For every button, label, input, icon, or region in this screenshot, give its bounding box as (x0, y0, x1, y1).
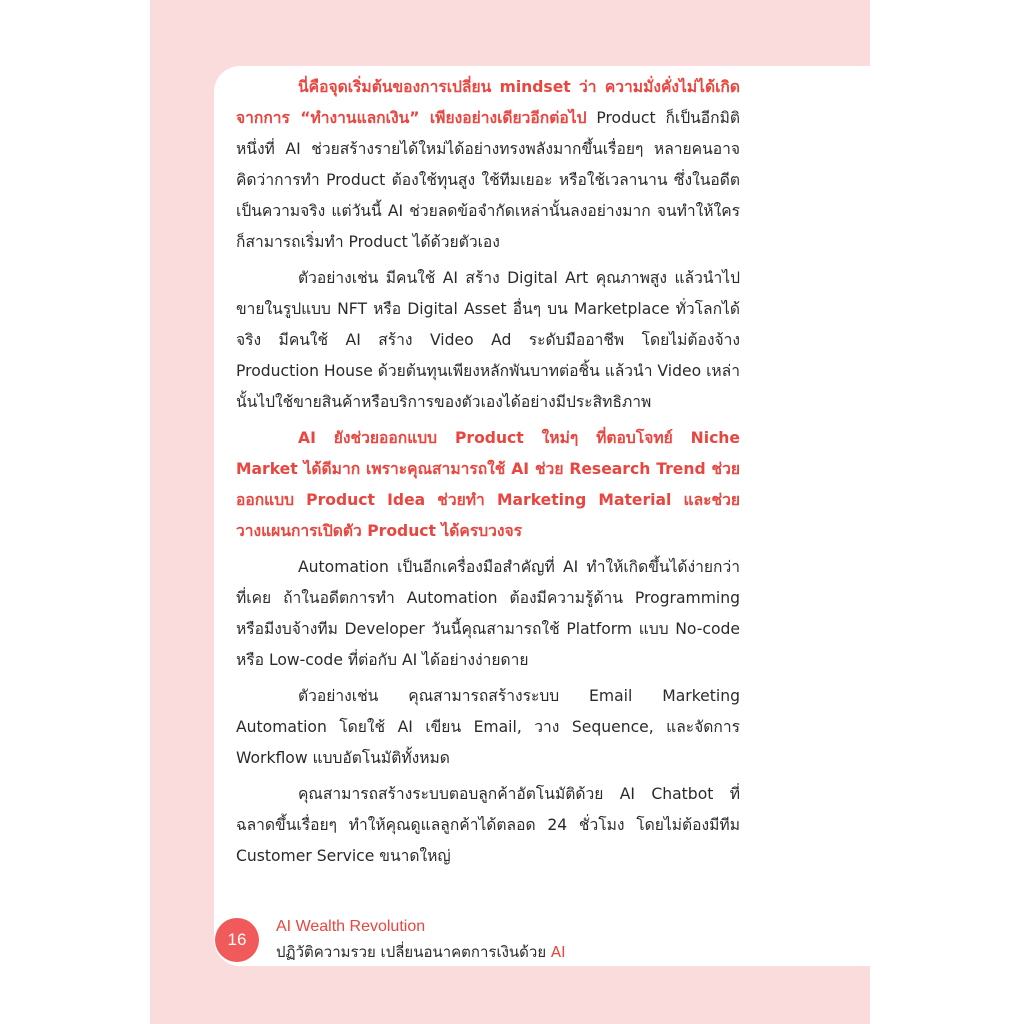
paragraph-niche-product: AI ยังช่วยออกแบบ Product ใหม่ๆ ที่ตอบโจทย์ Niche Market ได้ดีมาก เพราะคุณสามารถใช้ AI ช่วย Research Trend ช่วยออกแบบ Product Idea ช่วยทำ Marketing Material และช่วยวางแผนการเปิดตัว Product ได้ครบวงจร (236, 429, 740, 540)
paragraph-automation: Automation เป็นอีกเครื่องมือสำคัญที่ AI ทำให้เกิดขึ้นได้ง่ายกว่าที่เคย ถ้าในอดีตการทำ Automation ต้องมีความรู้ด้าน Programming หรือมีงบจ้างทีม Developer วันนี้คุณสามารถใช้ Platform แบบ No-code หรือ Low-code ที่ต่อกับ AI ได้อย่างง่ายดาย (236, 558, 740, 669)
paragraph-mindset-highlight: นี่คือจุดเริ่มต้นของการเปลี่ยน mindset ว่า ความมั่งคั่งไม่ได้เกิดจากการ “ทำงานแลกเงิน” เพียงอย่างเดียวอีกต่อไป (236, 78, 740, 127)
book-subtitle-accent: AI (550, 943, 566, 961)
paragraph-email-marketing: ตัวอย่างเช่น คุณสามารถสร้างระบบ Email Marketing Automation โดยใช้ AI เขียน Email, วาง Sequence, และจัดการ Workflow แบบอัตโนมัติทั้งหมด (236, 687, 740, 767)
book-title: AI Wealth Revolution (276, 918, 426, 935)
book-subtitle (276, 940, 566, 964)
body-text (236, 72, 740, 877)
paragraph-digital-art: ตัวอย่างเช่น มีคนใช้ AI สร้าง Digital Art คุณภาพสูง แล้วนำไปขายในรูปแบบ NFT หรือ Digital Asset อื่นๆ บน Marketplace ทั่วโลกได้จริง มีคนใช้ AI สร้าง Video Ad ระดับมืออาชีพ โดยไม่ต้องจ้าง Production House ด้วยต้นทุนเพียงหลักพันบาทต่อชิ้น แล้วนำ Video เหล่านั้นไปใช้ขายสินค้าหรือบริการของตัวเองได้อย่างมีประสิทธิภาพ (236, 269, 740, 411)
paragraph-mindset-text: Product ก็เป็นอีกมิติหนึ่งที่ AI ช่วยสร้างรายได้ใหม่ได้อย่างทรงพลังมากขึ้นเรื่อยๆ หลายคนอาจคิดว่าการทำ Product ต้องใช้ทุนสูง ใช้ทีมเยอะ หรือใช้เวลานาน ซึ่งในอดีตเป็นความจริง แต่วันนี้ AI ช่วยลดข้อจำกัดเหล่านั้นลงอย่างมาก จนทำให้ใครก็สามารถเริ่มทำ Product ได้ด้วยตัวเอง (236, 109, 740, 251)
page-number: 16 (215, 918, 259, 962)
paragraph-chatbot: คุณสามารถสร้างระบบตอบลูกค้าอัตโนมัติด้วย AI Chatbot ที่ฉลาดขึ้นเรื่อยๆ ทำให้คุณดูแลลูกค้าได้ตลอด 24 ชั่วโมง โดยไม่ต้องมีทีม Customer Service ขนาดใหญ่ (236, 785, 740, 865)
book-subtitle-text: ปฏิวัติความรวย เปลี่ยนอนาคตการเงินด้วย (276, 943, 551, 961)
paragraph-mindset (236, 72, 740, 258)
page-footer (214, 914, 614, 966)
